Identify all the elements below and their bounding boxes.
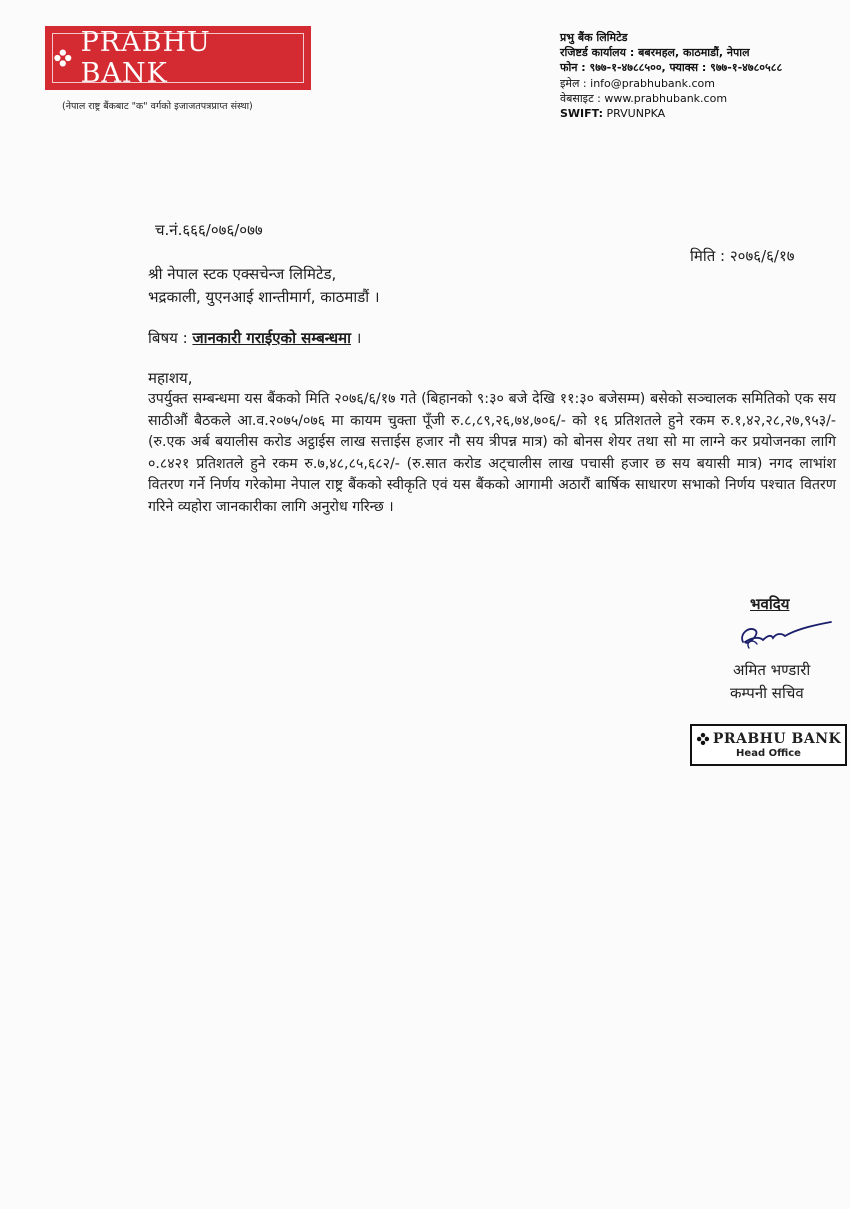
registered-office: रजिष्टर्ड कार्यालय : बबरमहल, काठमाडौं, नेपाल	[560, 46, 750, 60]
signatory-name: अमित भण्डारी	[733, 661, 811, 679]
logo-tagline: (नेपाल राष्ट्र बैंकबाट "क" वर्गको इजाजतपत्रप्राप्त संस्था)	[62, 101, 253, 112]
swift-code: PRVUNPKA	[606, 107, 666, 121]
subject-label: बिषय :	[148, 329, 188, 347]
swift-label: SWIFT:	[560, 107, 603, 121]
subject-line	[148, 328, 361, 349]
phone-fax: फोन : ९७७-१-४७८८५००, फ्याक्स : ९७७-१-४७८०५८८	[560, 61, 783, 75]
bank-contact-block	[560, 30, 782, 121]
subject-end: ।	[355, 329, 362, 347]
prabhu-emblem-icon	[53, 48, 73, 68]
subject-text: जानकारी गराईएको सम्बन्धमा	[192, 329, 351, 347]
head-office-stamp	[690, 724, 847, 766]
bank-logo	[45, 26, 311, 90]
prabhu-emblem-icon	[696, 732, 710, 746]
stamp-subtitle: Head Office	[736, 748, 801, 759]
website: वेबसाइट : www.prabhubank.com	[560, 91, 728, 105]
bank-name: प्रभु बैंक लिमिटेड	[560, 31, 628, 44]
letter-body: उपर्युक्त सम्बन्धमा यस बैंकको मिति २०७६/६/१७ गते (बिहानको ९:३० बजे देखि ११:३० बजेसम्म) बसेको सञ्चालक समितिको एक सय साठीऔं बैठकले आ.व.२०७५/०७६ मा कायम चुक्ता पूँजी रु.८,८९,२६,७४,७०६/- को १६ प्रतिशतले हुने रकम रु.१,४२,२८,२७,९५३/- (रु.एक अर्ब बयालीस करोड अट्ठाईस लाख सत्ताईस हजार नौ सय त्रीपन्न मात्र) को बोनस शेयर तथा सो मा लाग्ने कर प्रयोजनका लागि ०.८४२१ प्रतिशतले हुने रकम रु.७,४८,८५,६८२/- (रु.सात करोड अट्चालीस लाख पचासी हजार छ सय बयासी मात्र) नगद लाभांश वितरण गर्ने निर्णय गरेकोमा नेपाल राष्ट्र बैंकको स्वीकृति एवं यस बैंकको आगामी अठारौं बार्षिक साधारण सभाको निर्णय पश्चात वितरण गरिने व्यहोरा जानकारीका लागि अनुरोध गरिन्छ ।	[148, 391, 836, 515]
addressee-line-1: श्री नेपाल स्टक एक्सचेन्ज लिमिटेड,	[148, 265, 337, 283]
addressee	[148, 263, 380, 309]
email: इमेल : info@prabhubank.com	[560, 76, 715, 90]
closing: भवदिय	[750, 595, 790, 613]
stamp-wordmark: PRABHU BANK	[712, 731, 842, 747]
signatory-title: कम्पनी सचिव	[730, 684, 804, 702]
letter-date: मिति : २०७६/६/१७	[690, 247, 795, 265]
salutation: महाशय,	[148, 369, 193, 387]
logo-wordmark: PRABHU BANK	[80, 27, 211, 89]
reference-number: च.नं.६६६/०७६/०७७	[155, 221, 263, 239]
signature-icon	[735, 612, 835, 654]
addressee-line-2: भद्रकाली, युएनआई शान्तीमार्ग, काठमाडौं ।	[148, 288, 380, 306]
